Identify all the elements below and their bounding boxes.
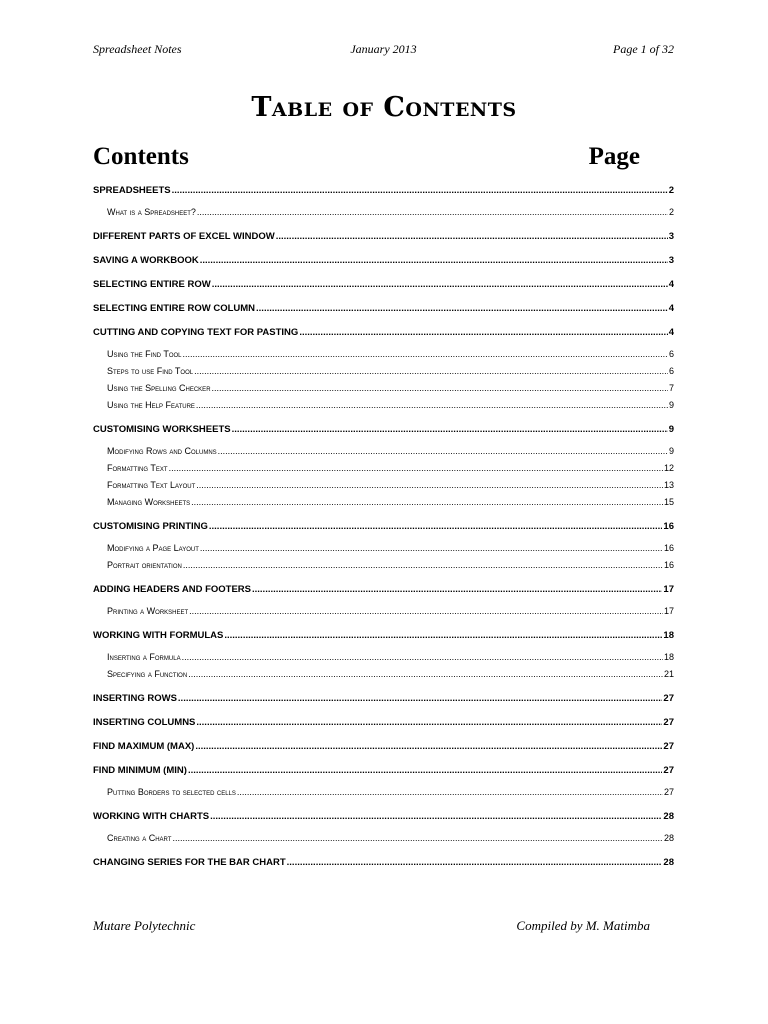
- toc-entry-label: Printing a Worksheet: [107, 606, 189, 616]
- contents-label: Contents: [93, 143, 189, 170]
- toc-dot-leader: [299, 324, 667, 341]
- toc-entry-label: CUSTOMISING WORKSHEETS: [93, 424, 231, 435]
- toc-entry-page-number: 27: [663, 765, 674, 776]
- footer-institution: Mutare Polytechnic: [93, 918, 196, 933]
- toc-entry-label: SELECTING ENTIRE ROW COLUMN: [93, 303, 256, 314]
- toc-entry-page-number: 4: [668, 279, 674, 290]
- toc-entry-page-number: 6: [668, 366, 674, 376]
- toc-entry-label: Managing Worksheets: [107, 497, 191, 507]
- toc-dot-leader: [237, 784, 663, 801]
- toc-entry-page-number: 4: [668, 303, 674, 314]
- toc-dot-leader: [191, 494, 663, 511]
- toc-entry-page-number: 12: [663, 463, 674, 473]
- toc-dot-leader: [189, 603, 663, 620]
- toc-entry-page-number: 27: [663, 717, 674, 728]
- toc-dot-leader: [169, 460, 663, 477]
- toc-entry-label: SELECTING ENTIRE ROW: [93, 279, 211, 290]
- toc-entry-page-number: 28: [663, 857, 674, 868]
- toc-entry-label: Using the Help Feature: [107, 400, 195, 410]
- toc-dot-leader: [232, 421, 668, 438]
- toc-dot-leader: [182, 649, 663, 666]
- toc-dot-leader: [188, 762, 662, 779]
- toc-entry-label: WORKING WITH CHARTS: [93, 811, 210, 822]
- toc-entry-page-number: 27: [663, 787, 674, 797]
- toc-entry[interactable]: [93, 300, 674, 317]
- toc-entry-page-number: 28: [663, 833, 674, 843]
- toc-subentry[interactable]: [93, 666, 674, 683]
- page-footer: [93, 918, 650, 934]
- toc-entry-label: Modifying a Page Layout: [107, 543, 199, 553]
- toc-subentry[interactable]: [93, 784, 674, 801]
- toc-entry-page-number: 16: [663, 543, 674, 553]
- toc-dot-leader: [200, 252, 668, 269]
- toc-entry-page-number: 6: [668, 349, 674, 359]
- toc-dot-leader: [197, 204, 668, 221]
- toc-entry-page-number: 27: [663, 741, 674, 752]
- toc-subentry[interactable]: [93, 494, 674, 511]
- toc-subentry[interactable]: [93, 557, 674, 574]
- toc-entry-page-number: 9: [668, 400, 674, 410]
- toc-subentry[interactable]: [93, 443, 674, 460]
- toc-entry-label: WORKING WITH FORMULAS: [93, 630, 224, 641]
- toc-dot-leader: [276, 228, 668, 245]
- toc-dot-leader: [212, 276, 668, 293]
- toc-entry-page-number: 9: [668, 424, 674, 435]
- toc-entry-page-number: 18: [663, 652, 674, 662]
- toc-subentry[interactable]: [93, 346, 674, 363]
- table-of-contents: [93, 182, 674, 871]
- toc-entry-page-number: 18: [663, 630, 674, 641]
- toc-dot-leader: [212, 380, 668, 397]
- toc-entry-page-number: 16: [663, 521, 674, 532]
- toc-dot-leader: [218, 443, 668, 460]
- toc-dot-leader: [200, 540, 663, 557]
- toc-entry-label: SAVING A WORKBOOK: [93, 255, 199, 266]
- toc-entry[interactable]: [93, 690, 674, 707]
- toc-entry-page-number: 3: [668, 255, 674, 266]
- toc-dot-leader: [172, 830, 663, 847]
- toc-entry-label: SPREADSHEETS: [93, 185, 171, 196]
- toc-entry-label: INSERTING COLUMNS: [93, 717, 196, 728]
- toc-entry[interactable]: [93, 324, 674, 341]
- toc-dot-leader: [287, 854, 663, 871]
- toc-subentry[interactable]: [93, 477, 674, 494]
- toc-dot-leader: [256, 300, 668, 317]
- toc-dot-leader: [183, 346, 668, 363]
- toc-dot-leader: [188, 666, 663, 683]
- toc-dot-leader: [194, 363, 668, 380]
- toc-entry-label: Steps to use Find Tool: [107, 366, 194, 376]
- page-header: [93, 42, 674, 57]
- toc-entry-page-number: 16: [663, 560, 674, 570]
- toc-entry-label: CUSTOMISING PRINTING: [93, 521, 208, 532]
- contents-heading-row: [93, 143, 640, 171]
- toc-entry[interactable]: [93, 421, 674, 438]
- toc-subentry[interactable]: [93, 363, 674, 380]
- toc-entry-label: ADDING HEADERS AND FOOTERS: [93, 584, 251, 595]
- toc-entry[interactable]: [93, 627, 674, 644]
- toc-subentry[interactable]: [93, 460, 674, 477]
- toc-entry-page-number: 2: [668, 185, 674, 196]
- toc-entry-label: CHANGING SERIES FOR THE BAR CHART: [93, 857, 286, 868]
- toc-entry[interactable]: [93, 808, 674, 825]
- toc-entry-label: FIND MAXIMUM (MAX): [93, 741, 195, 752]
- toc-entry-label: Modifying Rows and Columns: [107, 446, 217, 456]
- toc-dot-leader: [209, 518, 663, 535]
- toc-entry[interactable]: [93, 182, 674, 199]
- toc-entry[interactable]: [93, 252, 674, 269]
- toc-entry-page-number: 28: [663, 811, 674, 822]
- toc-entry-label: Formatting Text: [107, 463, 168, 473]
- toc-entry[interactable]: [93, 854, 674, 871]
- toc-entry-label: DIFFERENT PARTS OF EXCEL WINDOW: [93, 231, 275, 242]
- footer-author: Compiled by M. Matimba: [516, 918, 650, 933]
- toc-entry-label: INSERTING ROWS: [93, 693, 177, 704]
- toc-entry-page-number: 2: [668, 207, 674, 217]
- header-doc-name: Spreadsheet Notes: [93, 42, 182, 56]
- toc-entry-label: Specifying a Function: [107, 669, 188, 679]
- toc-subentry[interactable]: [93, 397, 674, 414]
- toc-entry-label: Putting Borders to selected cells: [107, 787, 236, 797]
- toc-entry[interactable]: [93, 518, 674, 535]
- toc-entry-page-number: 21: [663, 669, 674, 679]
- toc-entry-label: CUTTING AND COPYING TEXT FOR PASTING: [93, 327, 299, 338]
- toc-entry-label: Formatting Text Layout: [107, 480, 196, 490]
- toc-entry[interactable]: [93, 581, 674, 598]
- toc-dot-leader: [172, 182, 668, 199]
- toc-subentry[interactable]: [93, 540, 674, 557]
- toc-subentry[interactable]: [93, 603, 674, 620]
- toc-entry-label: Creating a Chart: [107, 833, 172, 843]
- header-page-number: Page 1 of 32: [613, 42, 674, 56]
- page-label: Page: [588, 143, 640, 170]
- toc-entry-label: Portrait orientation: [107, 560, 182, 570]
- toc-subentry[interactable]: [93, 204, 674, 221]
- toc-entry-page-number: 13: [663, 480, 674, 490]
- page-title: Table of Contents: [251, 92, 517, 123]
- toc-entry-label: Using the Find Tool: [107, 349, 182, 359]
- toc-dot-leader: [195, 738, 662, 755]
- toc-entry-page-number: 17: [663, 584, 674, 595]
- toc-entry-page-number: 9: [668, 446, 674, 456]
- toc-entry[interactable]: [93, 714, 674, 731]
- toc-entry-page-number: 4: [668, 327, 674, 338]
- toc-entry[interactable]: [93, 228, 674, 245]
- toc-subentry[interactable]: [93, 649, 674, 666]
- header-date: January 2013: [350, 42, 417, 56]
- toc-subentry[interactable]: [93, 830, 674, 847]
- toc-dot-leader: [196, 714, 662, 731]
- toc-entry[interactable]: [93, 738, 674, 755]
- toc-dot-leader: [196, 477, 663, 494]
- toc-subentry[interactable]: [93, 380, 674, 397]
- toc-entry[interactable]: [93, 276, 674, 293]
- toc-dot-leader: [196, 397, 668, 414]
- toc-entry-label: What is a Spreadsheet?: [107, 207, 196, 217]
- toc-entry-label: FIND MINIMUM (MIN): [93, 765, 187, 776]
- toc-entry[interactable]: [93, 762, 674, 779]
- toc-entry-page-number: 7: [668, 383, 674, 393]
- toc-entry-page-number: 17: [663, 606, 674, 616]
- toc-dot-leader: [178, 690, 663, 707]
- toc-entry-label: Using the Spelling Checker: [107, 383, 211, 393]
- toc-dot-leader: [252, 581, 662, 598]
- toc-entry-page-number: 27: [663, 693, 674, 704]
- toc-entry-page-number: 3: [668, 231, 674, 242]
- toc-dot-leader: [210, 808, 662, 825]
- toc-dot-leader: [224, 627, 662, 644]
- toc-entry-label: Inserting a Formula: [107, 652, 181, 662]
- toc-dot-leader: [183, 557, 663, 574]
- toc-entry-page-number: 15: [663, 497, 674, 507]
